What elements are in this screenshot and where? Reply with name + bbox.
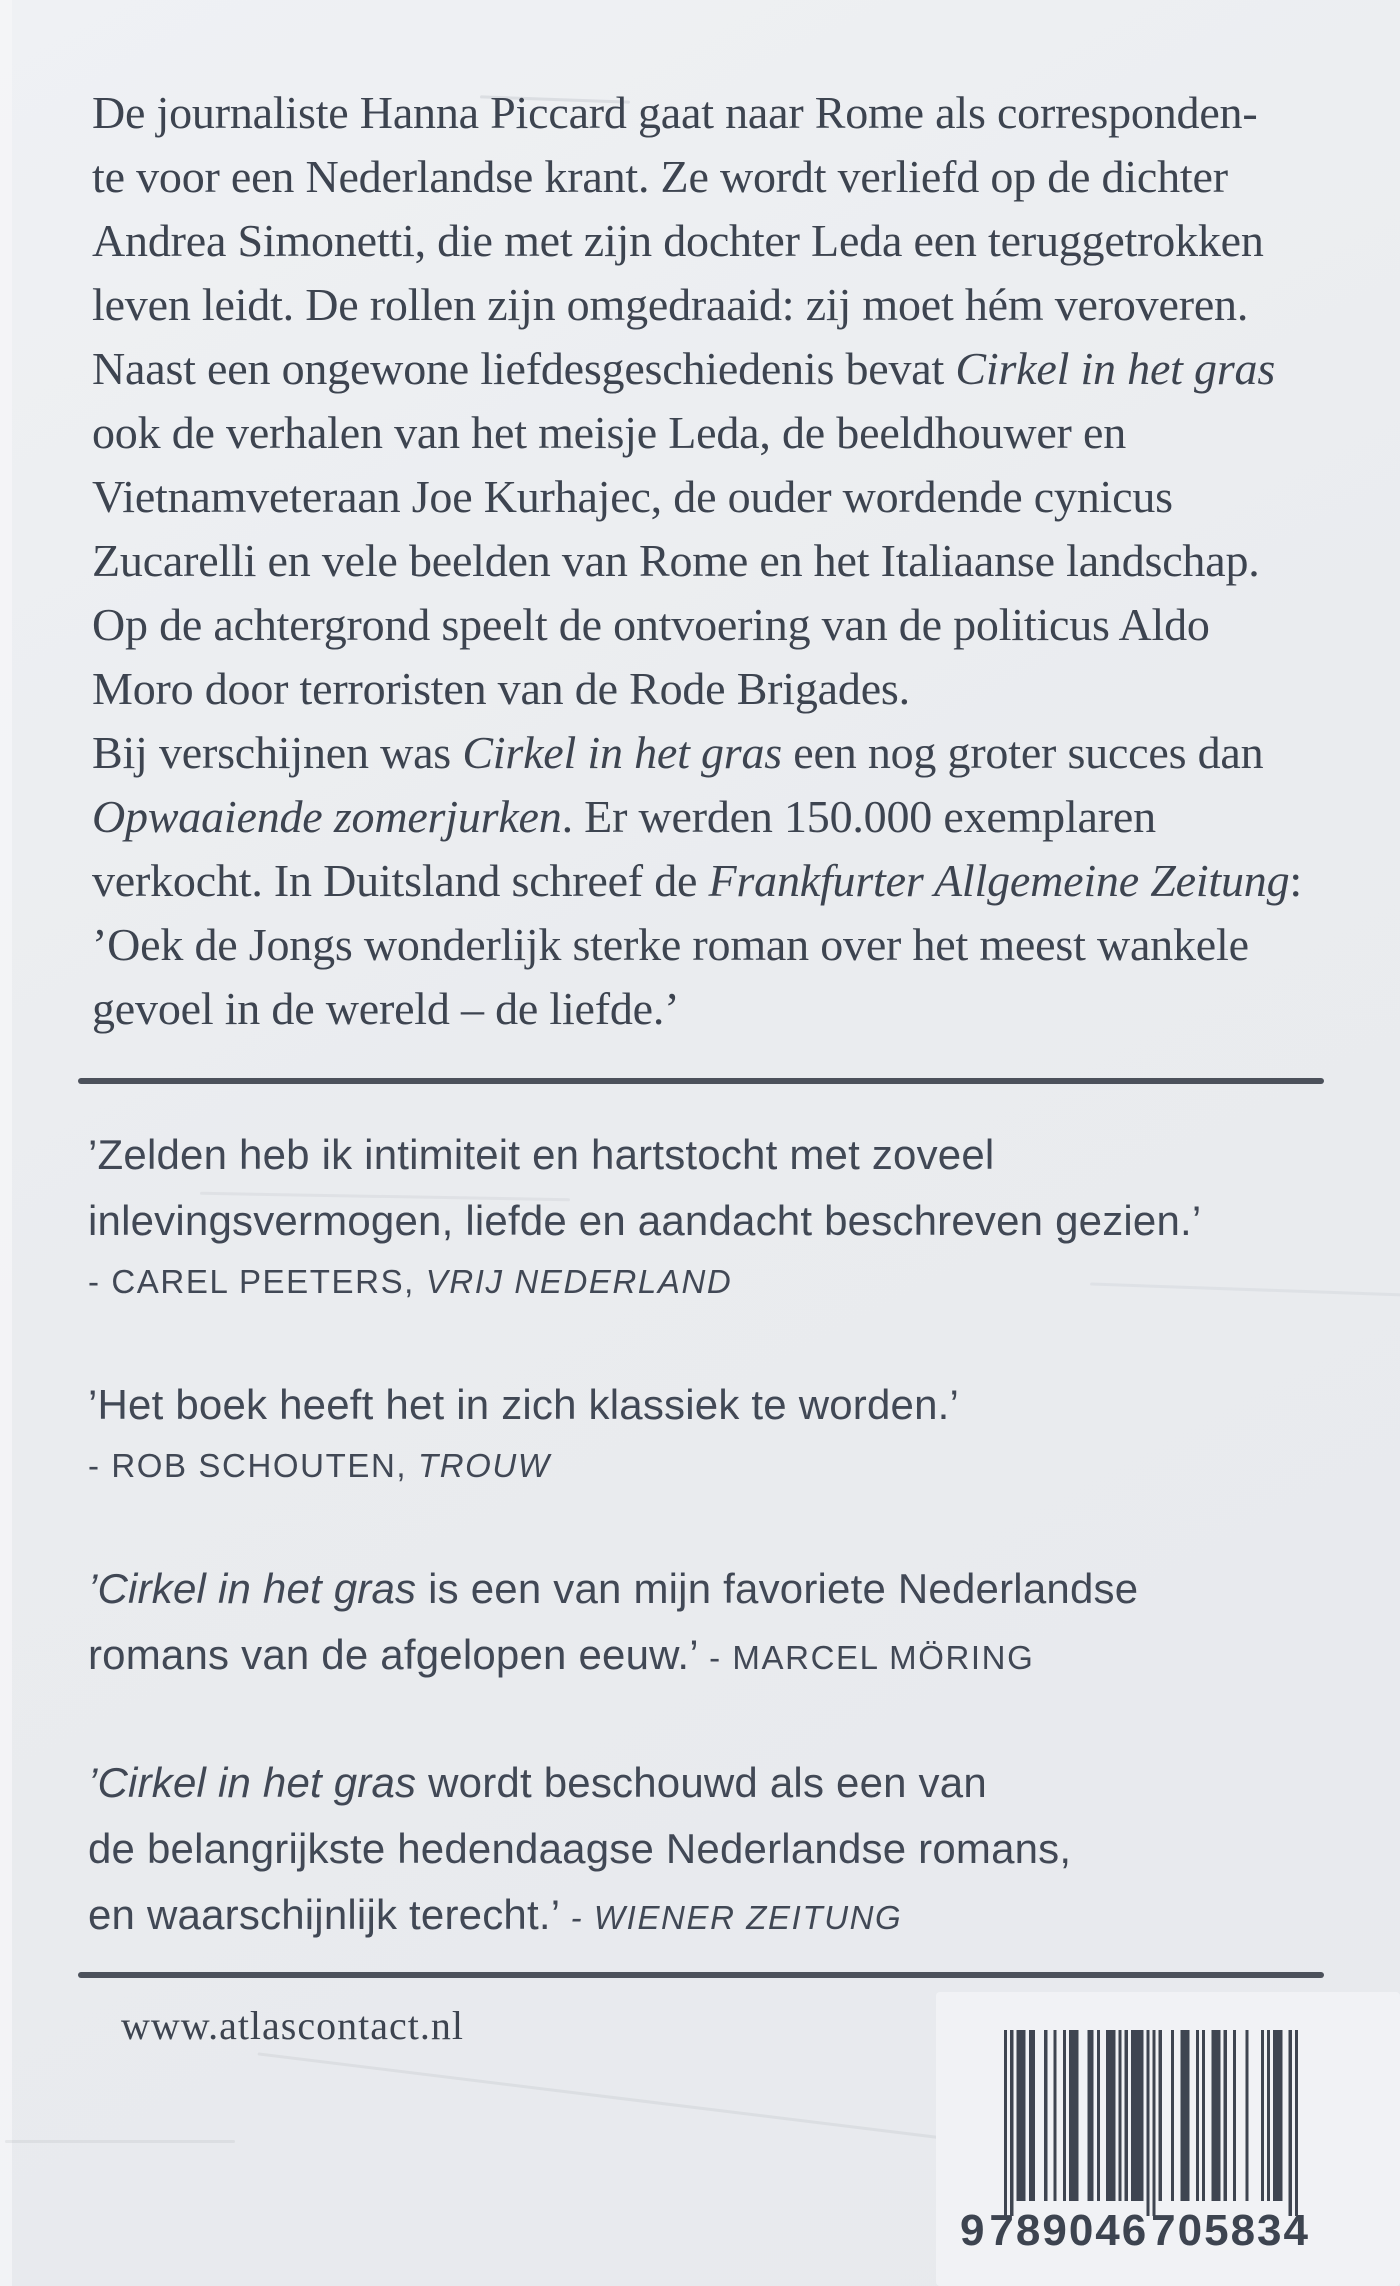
isbn-digit-group: 789046 <box>989 2206 1149 2255</box>
blurb-line <box>92 657 1302 721</box>
blurb-line <box>92 465 1302 529</box>
scan-edge <box>0 0 12 2286</box>
book-title-italic: ’Cirkel in het gras <box>88 1565 417 1612</box>
blurb-text: gevoel in de wereld – de liefde.’ <box>92 983 680 1034</box>
ean13-barcode <box>1004 2030 1298 2216</box>
blurb-text: ’Oek de Jongs wonderlijk sterke roman over het meest wankele <box>92 919 1249 970</box>
blurb-text: . Er werden 150.000 exemplaren <box>561 791 1156 842</box>
quote-wiener-zeitung <box>88 1750 1071 1948</box>
quote-marcel-moring <box>88 1556 1138 1688</box>
blurb-text: Op de achtergrond speelt de ontvoering van de politicus Aldo <box>92 599 1210 650</box>
blurb-line <box>92 145 1302 209</box>
newspaper-name-italic: Frankfurter Allgemeine Zeitung <box>708 855 1290 906</box>
quote-text: en waarschijnlijk terecht.’ <box>88 1891 571 1938</box>
blurb-text: ook de verhalen van het meisje Leda, de beeldhouwer en <box>92 407 1126 458</box>
isbn-digit-group: 9 <box>960 2206 987 2255</box>
blurb-line <box>92 593 1302 657</box>
publication-name: - WIENER ZEITUNG <box>570 1899 903 1936</box>
quote-carel-peeters <box>88 1122 1201 1304</box>
publication-name: VRIJ NEDERLAND <box>425 1263 733 1300</box>
quote-text: wordt beschouwd als een van <box>416 1759 987 1806</box>
blurb-line <box>92 913 1302 977</box>
book-title-italic: Cirkel in het gras <box>955 343 1276 394</box>
quote-text: is een van mijn favoriete Nederlandse <box>416 1565 1139 1612</box>
blurb-text: Andrea Simonetti, die met zijn dochter Leda een teruggetrokken <box>92 215 1264 266</box>
publisher-url: www.atlascontact.nl <box>121 2003 464 2048</box>
book-title-italic: ’Cirkel in het gras <box>88 1759 417 1806</box>
blurb-line <box>92 209 1302 273</box>
book-title-italic: Opwaaiende zomerjurken <box>92 791 562 842</box>
blurb-text: Zucarelli en vele beelden van Rome en het Italiaanse landschap. <box>92 535 1260 586</box>
blurb-line <box>92 977 1302 1041</box>
blurb-text: Vietnamveteraan Joe Kurhajec, de ouder wordende cynicus <box>92 471 1173 522</box>
blurb-text: Naast een ongewone liefdesgeschiedenis bevat <box>92 343 956 394</box>
reviewer-name: - MARCEL MÖRING <box>709 1639 1035 1676</box>
quote-text: de belangrijkste hedendaagse Nederlandse romans, <box>88 1825 1072 1872</box>
quote-line <box>88 1816 1071 1882</box>
quote-line <box>88 1882 1071 1948</box>
quote-rob-schouten <box>88 1372 959 1488</box>
quote-text: ’Het boek heeft het in zich klassiek te worden.’ <box>88 1381 960 1428</box>
quote-line <box>88 1122 1201 1188</box>
reviewer-name: - ROB SCHOUTEN, <box>88 1447 418 1484</box>
scan-scratch <box>5 2140 235 2143</box>
blurb-line <box>92 721 1302 785</box>
blurb-text: : <box>1289 855 1302 906</box>
quote-attribution <box>88 1260 1201 1304</box>
isbn-digits <box>960 2206 1310 2256</box>
divider-rule-top <box>78 1078 1324 1084</box>
isbn-digit-group: 705834 <box>1151 2206 1310 2255</box>
quote-line <box>88 1750 1071 1816</box>
quote-line <box>88 1188 1201 1254</box>
scan-scratch <box>257 2052 952 2140</box>
quote-line <box>88 1372 959 1438</box>
blurb-text: te voor een Nederlandse krant. Ze wordt verliefd op de dichter <box>92 151 1228 202</box>
blurb-line <box>92 785 1302 849</box>
blurb-text: verkocht. In Duitsland schreef de <box>92 855 709 906</box>
quote-text: inlevingsvermogen, liefde en aandacht beschreven gezien.’ <box>88 1197 1202 1244</box>
blurb-line <box>92 337 1302 401</box>
book-title-italic: Cirkel in het gras <box>462 727 782 778</box>
quote-text: romans van de afgelopen eeuw.’ <box>88 1631 710 1678</box>
quote-line <box>88 1622 1138 1688</box>
book-blurb <box>92 81 1302 1041</box>
blurb-text: Moro door terroristen van de Rode Brigades. <box>92 663 910 714</box>
quote-attribution <box>88 1444 959 1488</box>
blurb-line <box>92 273 1302 337</box>
blurb-text: een nog groter succes dan <box>781 727 1264 778</box>
blurb-text: Bij verschijnen was <box>92 727 463 778</box>
blurb-line <box>92 849 1302 913</box>
divider-rule-bottom <box>78 1972 1324 1978</box>
blurb-text: leven leidt. De rollen zijn omgedraaid: zij moet hém veroveren. <box>92 279 1249 330</box>
blurb-text: De journaliste Hanna Piccard gaat naar Rome als corresponden- <box>92 87 1258 138</box>
blurb-line <box>92 401 1302 465</box>
blurb-line <box>92 81 1302 145</box>
quote-text: ’Zelden heb ik intimiteit en hartstocht met zoveel <box>88 1131 995 1178</box>
blurb-line <box>92 529 1302 593</box>
quote-line <box>88 1556 1138 1622</box>
publication-name: TROUW <box>417 1447 551 1484</box>
reviewer-name: - CAREL PEETERS, <box>88 1263 426 1300</box>
